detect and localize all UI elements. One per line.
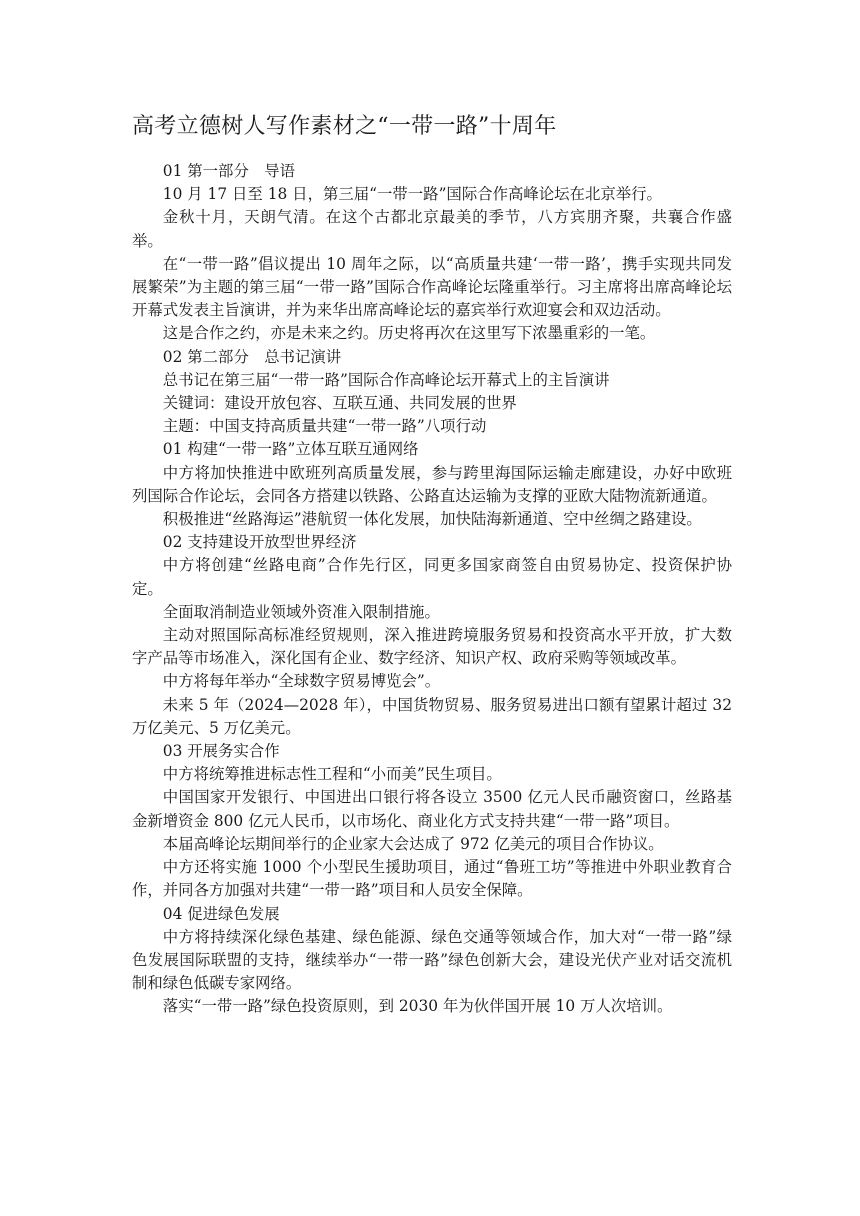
paragraph: 未来 5 年（2024—2028 年），中国货物贸易、服务贸易进出口额有望累计超过 32 万亿美元、5 万亿美元。 xyxy=(132,695,732,737)
section-heading: 02 第二部分 总书记演讲 xyxy=(162,347,342,366)
paragraph: 这是合作之约，亦是未来之约。历史将再次在这里写下浓墨重彩的一笔。 xyxy=(162,324,656,343)
paragraph: 中方将持续深化绿色基建、绿色能源、绿色交通等领域合作，加大对“一带一路”绿色发展国际联盟的支持，继续举办“一带一路”绿色创新大会，建设光伏产业对话交流机制和绿色低碳专家网络。 xyxy=(132,927,732,993)
paragraph: 中方将加快推进中欧班列高质量发展，参与跨里海国际运输走廊建设，办好中欧班列国际合作论坛，会同各方搭建以铁路、公路直达运输为支撑的亚欧大陆物流新通道。 xyxy=(132,463,732,505)
paragraph: 全面取消制造业领域外资准入限制措施。 xyxy=(162,602,440,621)
paragraph: 金秋十月，天朗气清。在这个古都北京最美的季节，八方宾朋齐聚，共襄合作盛举。 xyxy=(132,208,732,250)
subsection-heading: 02 支持建设开放型世界经济 xyxy=(162,533,357,552)
paragraph: 关键词：建设开放包容、互联互通、共同发展的世界 xyxy=(162,394,517,413)
paragraph: 中方将创建“丝路电商”合作先行区，同更多国家商签自由贸易协定、投资保护协定。 xyxy=(132,556,732,598)
subsection-heading: 03 开展务实合作 xyxy=(162,742,280,761)
paragraph: 中方将每年举办“全球数字贸易博览会”。 xyxy=(162,672,441,691)
document-title: 高考立德树人写作素材之“一带一路”十周年 xyxy=(132,114,557,139)
paragraph: 中国国家开发银行、中国进出口银行将各设立 3500 亿元人民币融资窗口，丝路基金新增资金 800 亿元人民币，以市场化、商业化方式支持共建“一带一路”项目。 xyxy=(132,788,732,830)
section-heading: 01 第一部分 导语 xyxy=(162,162,296,180)
paragraph: 本届高峰论坛期间举行的企业家大会达成了 972 亿美元的项目合作协议。 xyxy=(162,834,664,853)
paragraph: 主动对照国际高标准经贸规则，深入推进跨境服务贸易和投资高水平开放，扩大数字产品等市场准入，深化国有企业、数字经济、知识产权、政府采购等领域改革。 xyxy=(132,626,732,668)
paragraph: 落实“一带一路”绿色投资原则，到 2030 年为伙伴国开展 10 万人次培训。 xyxy=(162,997,673,1016)
paragraph: 主题：中国支持高质量共建“一带一路”八项行动 xyxy=(162,417,487,436)
paragraph: 中方还将实施 1000 个小型民生援助项目，通过“鲁班工坊”等推进中外职业教育合作，并同各方加强对共建“一带一路”项目和人员安全保障。 xyxy=(132,858,732,900)
paragraph: 总书记在第三届“一带一路”国际合作高峰论坛开幕式上的主旨演讲 xyxy=(162,370,610,389)
subsection-heading: 01 构建“一带一路”立体互联互通网络 xyxy=(162,440,419,459)
document-body xyxy=(132,160,732,1019)
paragraph: 在“一带一路”倡议提出 10 周年之际，以“高质量共建‘一带一路’，携手实现共同发展繁荣”为主题的第三届“一带一路”国际合作高峰论坛隆重举行。习主席将出席高峰论坛开幕式发表主旨演讲，并为来华出席高峰论坛的嘉宾举行欢迎宴会和双边活动。 xyxy=(132,254,732,320)
paragraph: 10 月 17 日至 18 日，第三届“一带一路”国际合作高峰论坛在北京举行。 xyxy=(162,185,662,204)
subsection-heading: 04 促进绿色发展 xyxy=(162,904,280,923)
paragraph: 中方将统筹推进标志性工程和“小而美”民生项目。 xyxy=(162,765,502,784)
paragraph: 积极推进“丝路海运”港航贸一体化发展，加快陆海新通道、空中丝绸之路建设。 xyxy=(162,510,702,529)
